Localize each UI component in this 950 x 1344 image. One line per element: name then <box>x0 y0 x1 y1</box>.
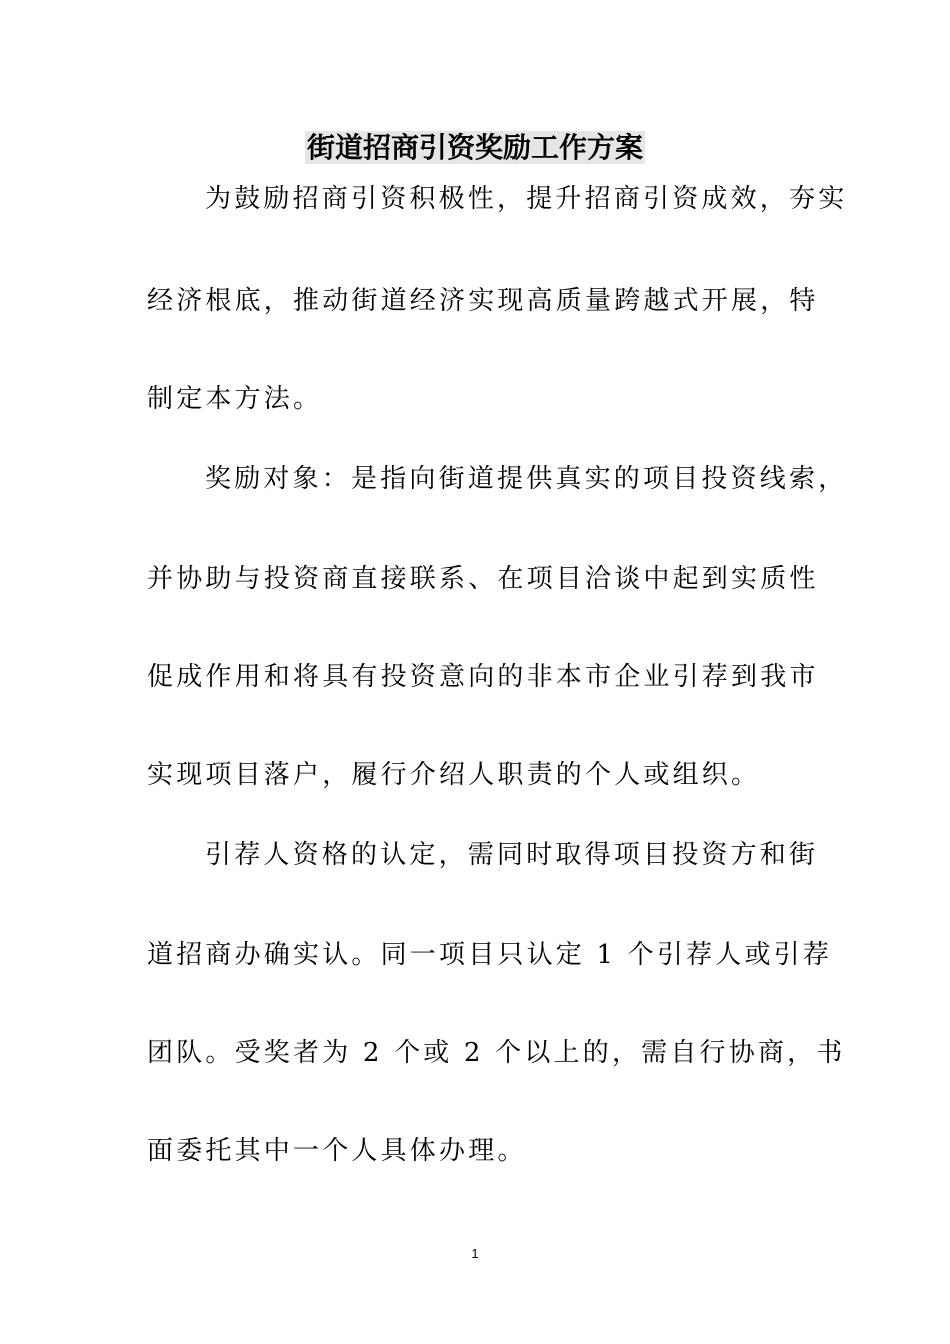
paragraph-2-line-3: 促成作用和将具有投资意向的非本市企业引荐到我市 <box>147 662 819 692</box>
paragraph-3-line-4: 面委托其中一个人具体办理。 <box>147 1136 527 1166</box>
paragraph-3-line-3: 团队。受奖者为 2 个或 2 个以上的，需自行协商，书 <box>147 1038 846 1068</box>
page-number: 1 <box>471 1246 479 1261</box>
document-title-text: 街道招商引资奖励工作方案 <box>306 131 643 164</box>
paragraph-2-line-1: 奖励对象：是指向街道提供真实的项目投资线索， <box>205 464 848 494</box>
paragraph-3-line-2: 道招商办确实认。同一项目只认定 1 个引荐人或引荐 <box>147 940 833 970</box>
paragraph-1-line-3: 制定本方法。 <box>147 384 323 414</box>
paragraph-2-line-4: 实现项目落户，履行介绍人职责的个人或组织。 <box>147 760 761 790</box>
paragraph-1-line-1: 为鼓励招商引资积极性，提升招商引资成效，夯实 <box>205 184 848 214</box>
paragraph-3-line-1: 引荐人资格的认定，需同时取得项目投资方和街 <box>205 840 819 870</box>
paragraph-1-line-2: 经济根底，推动街道经济实现高质量跨越式开展，特 <box>147 286 819 316</box>
paragraph-2-line-2: 并协助与投资商直接联系、在项目洽谈中起到实质性 <box>147 564 819 594</box>
document-title <box>0 130 950 166</box>
